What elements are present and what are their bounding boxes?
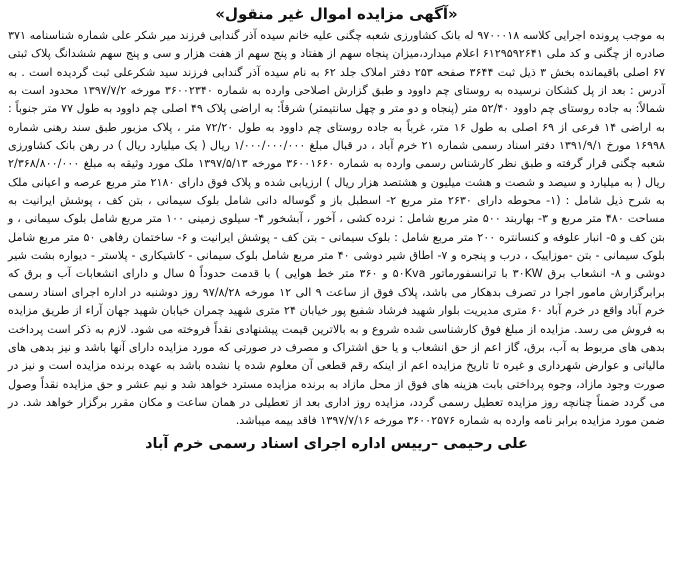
- notice-title: «آگهی مزایده اموال غیر منقول»: [215, 5, 458, 23]
- notice-body: به موجب پرونده اجرایی کلاسه ۹۷۰۰۰۱۸ له بانک کشاورزی شعبه چگنی علیه خانم سیده آذر گندابی فرزند میر شکر علی شماره شناسنامه ۳۷۱ صادره از چگنی و کد ملی ۶۱۲۹۵۹۲۶۴۱ اعلام میدارد،میزان پنجاه سهم از هفتاد و پنج سهم از هفت هزار و سی و پنج سهم ششدانگ پلاک ثبتی ۶۷ اصلی باقیمانده بخش ۳ ذیل ثبت ۳۶۴۴ صفحه ۲۵۳ دفتر املاک جلد ۶۲ به نام سیده آذر گندابی فرزند سید شکرعلی ثبت گردیده است . به آدرس : بعد از پل کشکان نرسیده به روستای چم داوود و طبق گزارش اصلاحی وارده به شماره ۳۶۰۰۲۳۴۰ مورخه ۱۳۹۷/۷/۲ محدود است به شمالاً: به جاده روستای چم داوود ۵۲/۴۰ متر (پنجاه و دو متر و چهل سانتیمتر) شرقاً: به اراضی پلاک ۴۹ اصلی چم داوود به طول ۷۷ متر جنوباً : به اراضی ۱۴ فرعی از ۶۹ اصلی به طول ۱۶ متر، غرباً به جاده روستای چم داوود به طول ۷۲/۲۰ متر ، پلاک مزبور طبق سند رهنی شماره ۱۶۹۹۸ مورخ ۱۳۹۱/۹/۱ دفتر اسناد رسمی شماره ۲۱ خرم آباد ، در قبال مبلغ ۱/۰۰۰/۰۰۰/۰۰۰ ریال ( یک میلیارد ریال ) در رهن بانک کشاورزی شعبه چگنی قرار گرفته و طبق نظر کارشناس رسمی وارده به شماره ۳۶۰۰۱۶۶۰ مورخه ۱۳۹۷/۵/۱۳ ملک مورد وثیقه به مبلغ ۲/۳۶۸/۸۰۰/۰۰۰ ریال ( به میلیارد و سیصد و شصت و هشت میلیون و هشتصد هزار ریال ) ارزیابی شده و پلاک فوق دارای ۲۱۸۰ متر مربع عرصه و اعیانی ملک به شرح ذیل شامل : (۱- محوطه دارای ۲۶۳۰ متر مربع ۲- اسطبل باز و گوساله دانی شامل بلوک سیمانی ، بتن کف ، پوشش ایرانیت به مساحت ۴۸۰ متر مربع و ۳- بهاربند ۵۰۰ متر مربع شامل : نرده کشی ، آخور ، آبشخور ۴- سیلوی زمینی ۱۰۰ متر مربع شامل بلوک سیمانی ، و بتن کف و ۵- انبار علوفه و کنسانتره ۲۰۰ متر مربع شامل : بلوک سیمانی - بتن کف - پوشش ایرانیت و ۶- ساختمان رفاهی ۵۰ متر مربع شامل بلوک سیمانی - بتن -موزاییک ، درب و پنجره و ۷- اطاق شیر دوشی ۴۰ متر مربع شامل بلوک سیمانی - کاشیکاری - پلاستر - دیواره بشت شیر دوشی و ۸- انشعاب برق ۳۰KW با ترانسفورماتور ۵۰Kva و ۳۶۰ متر خط هوایی ) با قدمت حدوداً ۵ سال و دارای انشعابات آب و برق که برابرگزارش مامور اجرا در تصرف بدهکار می باشد، پلاک فوق از ساعت ۹ الی ۱۲ مورخه ۹۷/۸/۲۸ روز دوشنبه در اداره اجرای اسناد رسمی خرم آباد واقع در خرم آباد ۶۰ متری مدیریت بلوار شهید فرشاد شفیع پور خیابان ۲۴ متری شهید چمران خیابان شهید جهان آراء از طریق مزایده به فروش می رسد. مزایده از مبلغ فوق کارشناسی شده شروع و به بالاترین قیمت پیشنهادی نقداً فروخته می شود. لازم به ذکر است پرداخت بدهی های مربوط به آب، برق، گاز اعم از حق انشعاب و یا حق اشتراک و مصرف در صورتی که مورد مزایده دارای آنها باشد و نیز بدهی های مالیاتی و عوارض شهرداری و غیره تا تاریخ مزایده اعم از اینکه رقم قطعی آن معلوم شده یا نشده باشد به عهده برنده مزایده است و نیز در صورت وجود مازاد، وجوه پرداختی بابت هزینه های فوق از محل مازاد به برنده مزایده مسترد خواهد شد و نیم عشر و حق مزایده نقداً وصول می گردد ضمناً چنانچه روز مزایده تعطیل رسمی گردد، مزایده روز اداری بعد از تعطیلی در همان ساعت و مکان مقرر برگزار خواهد شد. در ضمن مورد مزایده برابر نامه وارده به شماره ۳۶۰۰۲۵۷۶ مورخه ۱۳۹۷/۷/۱۶ فاقد بیمه میباشد.: [8, 29, 666, 428]
- notice-signature: علی رحیمی –رییس اداره اجرای اسناد رسمی خرم آباد: [145, 435, 528, 452]
- auction-notice: [6, 3, 667, 571]
